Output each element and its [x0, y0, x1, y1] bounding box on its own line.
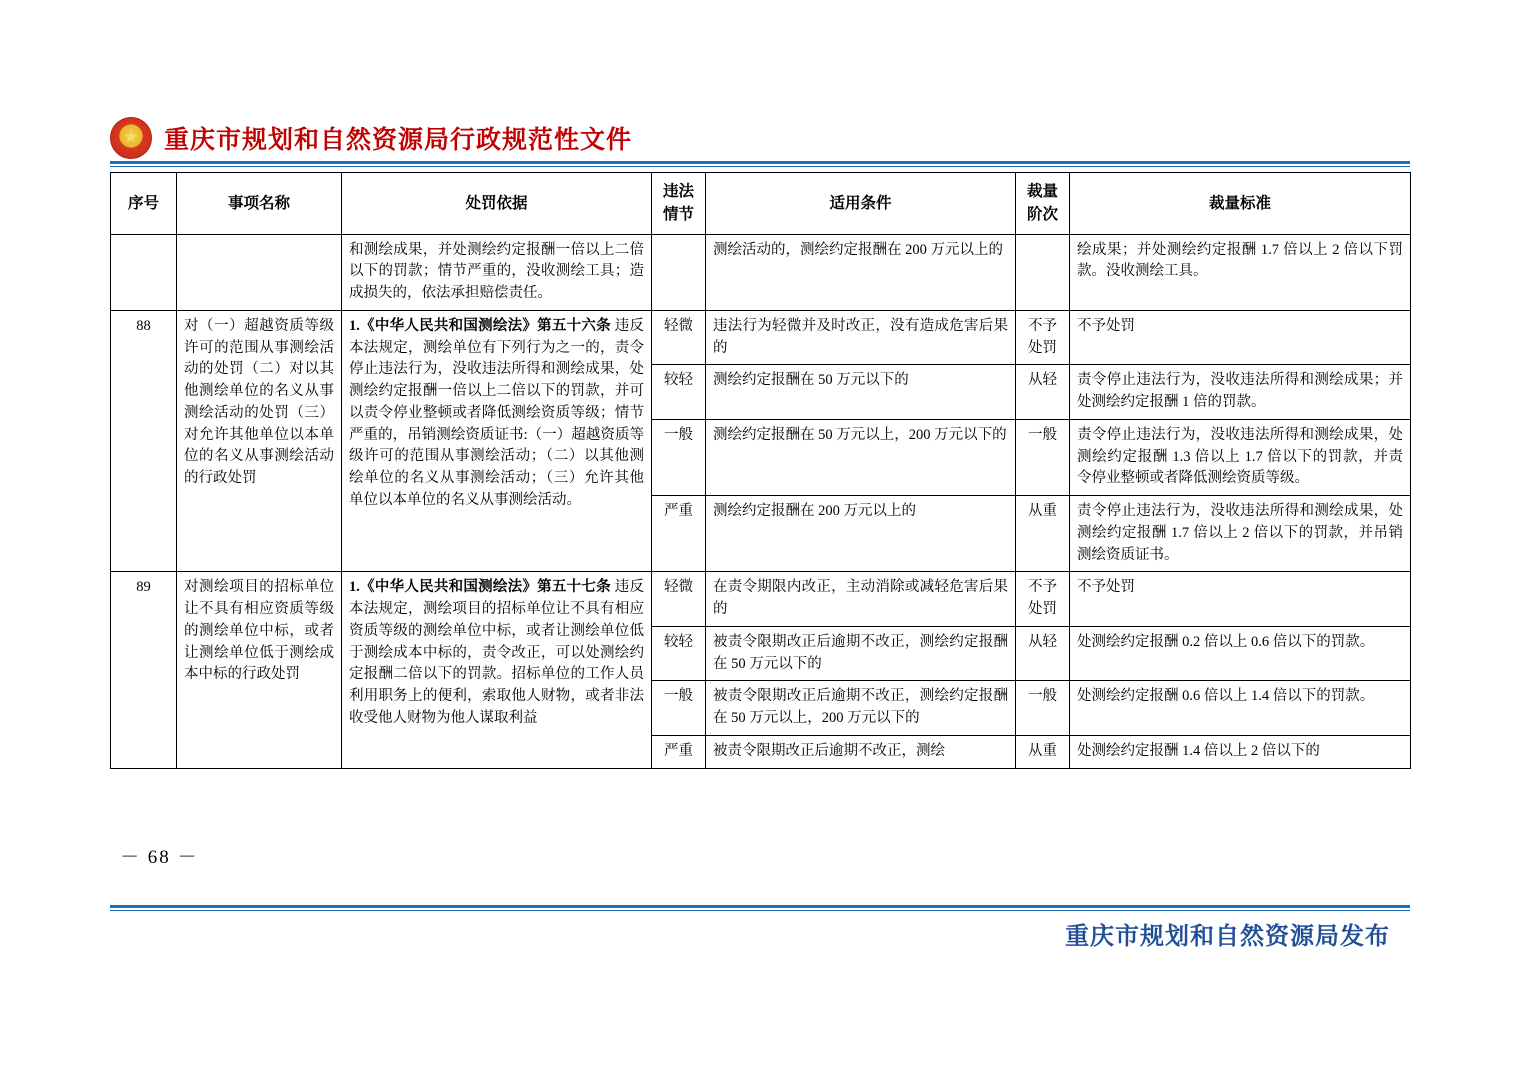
cell-name: 对（一）超越资质等级许可的范围从事测绘活动的处罚（二）对以其他测绘单位的名义从事测绘活动的处罚（三）对允许其他单位以本单位的名义从事测绘活动的行政处罚 — [177, 310, 342, 572]
cell-tier: 从重 — [1016, 735, 1070, 768]
cell-tier-line1: 不予 — [1028, 579, 1057, 596]
cell-standard: 不予处罚 — [1070, 572, 1411, 627]
cell-basis — [342, 572, 652, 768]
column-header-name: 事项名称 — [177, 173, 342, 235]
cell-level: 轻微 — [652, 572, 706, 627]
cell-condition: 测绘约定报酬在 50 万元以下的 — [706, 365, 1016, 420]
page-title: 重庆市规划和自然资源局行政规范性文件 — [164, 126, 633, 154]
footer-divider — [110, 905, 1410, 908]
cell-level: 严重 — [652, 496, 706, 572]
column-header-level — [652, 173, 706, 235]
column-header-seq: 序号 — [111, 173, 177, 235]
cell-standard: 责令停止违法行为，没收违法所得和测绘成果，处测绘约定报酬 1.7 倍以上 2 倍以下的罚款，并吊销测绘资质证书。 — [1070, 496, 1411, 572]
cell-standard: 责令停止违法行为，没收违法所得和测绘成果，处测绘约定报酬 1.3 倍以上 1.7 倍以下的罚款，并责令停业整顿或者降低测绘资质等级。 — [1070, 419, 1411, 495]
cell-standard: 处测绘约定报酬 0.2 倍以上 0.6 倍以下的罚款。 — [1070, 626, 1411, 681]
cell-tier — [1016, 234, 1070, 310]
cell-basis-text: 违反本法规定，测绘单位有下列行为之一的，责令停止违法行为，没收违法所得和测绘成果，处测绘约定报酬一倍以上二倍以下的罚款，并可以责令停业整顿或者降低测绘资质等级；情节严重的，吊销测绘资质证书:（一）超越资质等级许可的范围从事测绘活动；（二）以其他测绘单位的名义从事测绘活动；（三）允许其他单位以本单位的名义从事测绘活动。 — [349, 317, 644, 508]
cell-standard: 处测绘约定报酬 1.4 倍以上 2 倍以下的 — [1070, 735, 1411, 768]
table-row — [111, 310, 1411, 365]
column-header-tier-line2: 阶次 — [1026, 206, 1058, 224]
cell-standard: 绘成果；并处测绘约定报酬 1.7 倍以上 2 倍以下罚款。没收测绘工具。 — [1070, 234, 1411, 310]
cell-level: 一般 — [652, 419, 706, 495]
header-divider-thin — [110, 166, 1410, 167]
cell-condition: 被责令限期改正后逾期不改正，测绘 — [706, 735, 1016, 768]
table-header-row — [111, 173, 1411, 235]
column-header-tier-line1: 裁量 — [1026, 183, 1058, 200]
header-divider — [110, 161, 1410, 164]
cell-basis-text: 违反本法规定，测绘项目的招标单位让不具有相应资质等级的测绘单位中标，或者让测绘单位低于测绘成本中标的，责令改正，可以处测绘约定报酬二倍以下的罚款。招标单位的工作人员利用职务上的便利，索取他人财物，或者非法收受他人财物为他人谋取利益 — [349, 579, 644, 726]
cell-seq: 89 — [111, 572, 177, 768]
cell-basis — [342, 310, 652, 572]
cell-standard: 责令停止违法行为，没收违法所得和测绘成果；并处测绘约定报酬 1 倍的罚款。 — [1070, 365, 1411, 420]
cell-standard: 不予处罚 — [1070, 310, 1411, 365]
cell-condition: 违法行为轻微并及时改正，没有造成危害后果的 — [706, 310, 1016, 365]
column-header-basis: 处罚依据 — [342, 173, 652, 235]
cell-basis-article: 1.《中华人民共和国测绘法》第五十六条 — [349, 317, 611, 334]
page-number: － 68 － — [120, 847, 199, 868]
discretion-standards-table — [110, 172, 1411, 769]
cell-level: 严重 — [652, 735, 706, 768]
cell-tier-line1: 不予 — [1028, 317, 1057, 334]
cell-name: 对测绘项目的招标单位让不具有相应资质等级的测绘单位中标，或者让测绘单位低于测绘成本中标的行政处罚 — [177, 572, 342, 768]
cell-name — [177, 234, 342, 310]
document-header — [110, 112, 1410, 164]
table-row — [111, 234, 1411, 310]
cell-basis: 和测绘成果，并处测绘约定报酬一倍以上二倍以下的罚款；情节严重的，没收测绘工具；造成损失的，依法承担赔偿责任。 — [342, 234, 652, 310]
cell-level — [652, 234, 706, 310]
cell-condition: 被责令限期改正后逾期不改正，测绘约定报酬在 50 万元以上，200 万元以下的 — [706, 681, 1016, 736]
cell-standard: 处测绘约定报酬 0.6 倍以上 1.4 倍以下的罚款。 — [1070, 681, 1411, 736]
table-row — [111, 572, 1411, 627]
column-header-condition: 适用条件 — [706, 173, 1016, 235]
cell-tier: 从轻 — [1016, 626, 1070, 681]
cell-basis-article: 1.《中华人民共和国测绘法》第五十七条 — [349, 579, 611, 596]
cell-level: 一般 — [652, 681, 706, 736]
cell-condition: 测绘约定报酬在 50 万元以上，200 万元以下的 — [706, 419, 1016, 495]
footer-divider-thin — [110, 910, 1410, 911]
cell-level: 较轻 — [652, 626, 706, 681]
cell-tier-line2: 处罚 — [1028, 601, 1057, 617]
national-emblem-icon — [110, 117, 152, 159]
column-header-level-line2: 情节 — [662, 206, 694, 224]
column-header-tier — [1016, 173, 1070, 235]
cell-tier — [1016, 572, 1070, 627]
cell-tier: 一般 — [1016, 419, 1070, 495]
cell-tier — [1016, 310, 1070, 365]
cell-condition: 测绘约定报酬在 200 万元以上的 — [706, 496, 1016, 572]
cell-level: 较轻 — [652, 365, 706, 420]
cell-tier: 一般 — [1016, 681, 1070, 736]
cell-tier: 从重 — [1016, 496, 1070, 572]
cell-condition: 在责令期限内改正，主动消除或减轻危害后果的 — [706, 572, 1016, 627]
column-header-level-line1: 违法 — [662, 183, 694, 200]
cell-condition: 测绘活动的，测绘约定报酬在 200 万元以上的 — [706, 234, 1016, 310]
column-header-standard: 裁量标准 — [1070, 173, 1411, 235]
cell-condition: 被责令限期改正后逾期不改正，测绘约定报酬在 50 万元以下的 — [706, 626, 1016, 681]
cell-level: 轻微 — [652, 310, 706, 365]
cell-seq — [111, 234, 177, 310]
cell-seq: 88 — [111, 310, 177, 572]
cell-tier: 从轻 — [1016, 365, 1070, 420]
footer-publisher: 重庆市规划和自然资源局发布 — [1065, 923, 1390, 950]
cell-tier-line2: 处罚 — [1028, 339, 1057, 356]
